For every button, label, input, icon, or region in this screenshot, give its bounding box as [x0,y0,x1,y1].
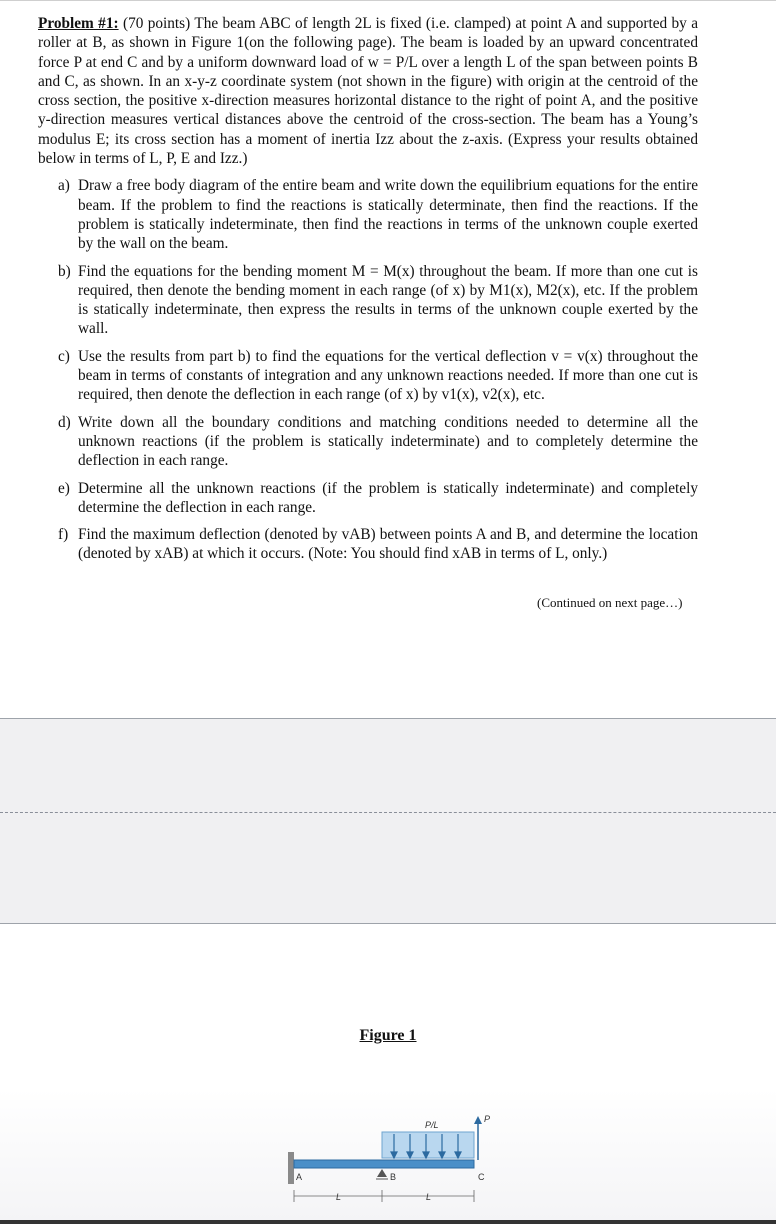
problem-text [38,14,698,572]
part-text: Use the results from part b) to find the equations for the vertical deflection v = v(x) throughout the beam in terms of constants of integration and any unknown reactions needed. If more than one cut is required, then denote the deflection in each range (of x) by v1(x), v2(x), etc. [78,347,698,404]
label-c: C [478,1172,485,1182]
page-break-gap [0,718,776,924]
wall-support [288,1152,294,1184]
span-label-1: L [336,1192,342,1202]
part-b [38,262,698,339]
part-d [38,413,698,471]
beam-figure [280,1114,500,1224]
part-label: d) [58,413,71,431]
figure-title: Figure 1 [359,1027,417,1044]
part-text: Determine all the unknown reactions (if the problem is statically indeterminate) and completely determine the deflection in each range. [78,479,698,516]
part-text: Write down all the boundary conditions and matching conditions needed to determine all the unknown reactions (if the problem is statically indeterminate) and to completely determine the deflection in each range. [78,413,698,470]
force-p-label: P [484,1114,491,1124]
part-label: a) [58,177,70,195]
load-label: P/L [425,1120,439,1130]
label-a: A [296,1172,303,1182]
part-label: b) [58,262,71,280]
part-label: f) [58,526,69,544]
part-text: Find the maximum deflection (denoted by vAB) between points A and B, and determine the location (denoted by xAB) at which it occurs. (Note: You should find xAB in terms of L, only.) [78,526,698,563]
beam [294,1160,474,1168]
part-text: Draw a free body diagram of the entire beam and write down the equilibrium equations for the entire beam. If the problem to find the reactions is statically determinate, then find the reactions. If the problem is statically indeterminate, then find the reactions in terms of the unknown couple exerted by the wall on the beam. [78,177,698,253]
problem-points: (70 points) [122,15,191,32]
bottom-border [0,1220,776,1224]
part-f [38,525,698,564]
part-text: Find the equations for the bending moment M = M(x) throughout the beam. If more than one cut is required, then denote the bending moment in each range (of x) by M1(x), M2(x), etc. If the problem is statically indeterminate, then express the results in terms of the unknown couple exerted by the wall. [78,262,698,338]
page-break-line [0,812,776,813]
part-a [38,176,698,253]
page-2 [0,924,776,1224]
continued-note: (Continued on next page…) [537,595,683,610]
label-b: B [390,1172,397,1182]
force-p-head [474,1116,482,1124]
parts-list [38,176,698,563]
part-e [38,479,698,518]
roller-support [377,1169,387,1177]
part-label: e) [58,479,70,497]
part-c [38,347,698,405]
problem-intro-text: The beam ABC of length 2L is fixed (i.e. clamped) at point A and supported by a roller at B, as shown in Figure 1(on the following page). The beam is loaded by an upward concentrated force P at end C and by a uniform downward load of w = P/L over a length L of the span between points B and C, as shown. In an x-y-z coordinate system (not shown in the figure) with origin at the centroid of the cross section, the positive x-direction measures horizontal distance to the right of point A, and the positive y-direction measures vertical distances above the centroid of the cross-section. The beam has a Young’s modulus E; its cross section has a moment of inertia Izz about the z-axis. (Express your results obtained below in terms of L, P, E and Izz.) [38,15,698,168]
problem-title: Problem #1: [38,15,119,32]
problem-intro [38,14,698,168]
span-label-2: L [426,1192,432,1202]
part-label: c) [58,347,70,365]
